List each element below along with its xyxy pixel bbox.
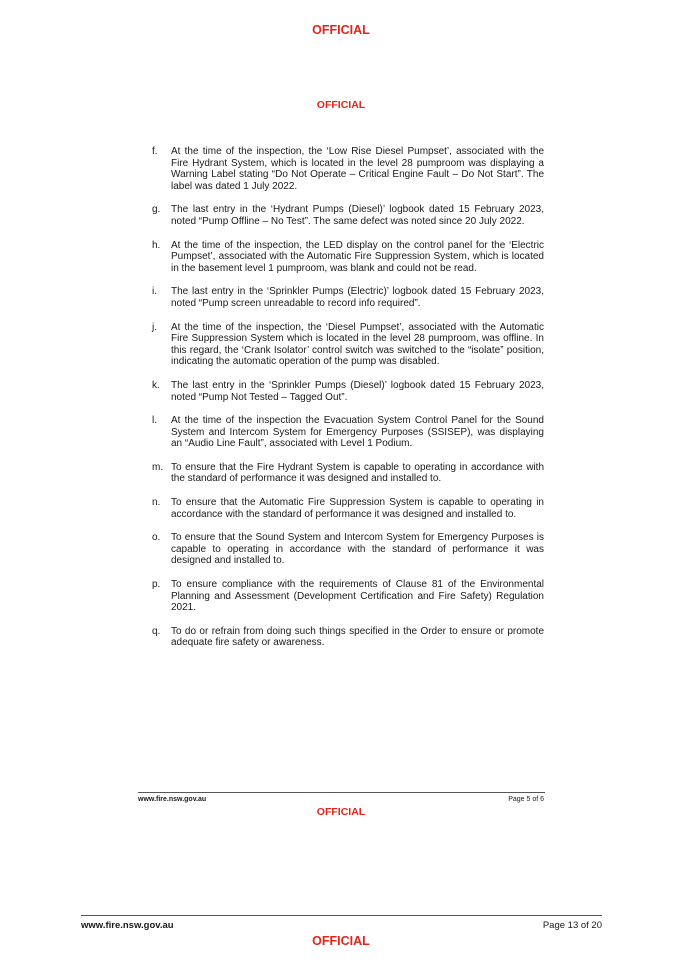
list-item [152,240,544,275]
list-item [152,286,544,309]
list-item-marker: h. [152,239,161,251]
outer-footer-classification: OFFICIAL [312,934,370,948]
list-item [152,579,544,614]
list-item [152,532,544,567]
list-item-text: At the time of the inspection the Evacuation System Control Panel for the Sound System and Intercom System for Emergency Purposes (SSISEP), was displaying an “Audio Line Fault”, associated with Level 1 Podium. [171,415,544,450]
list-item-marker: q. [152,625,161,637]
list-item-marker: g. [152,204,161,216]
list-item-marker: m. [152,461,164,473]
list-item-text: To ensure compliance with the requirements of Clause 81 of the Environmental Planning and Assessment (Development Certification and Fire Safety) Regulation 2021. [171,579,544,614]
list-item-marker: o. [152,532,161,544]
list-item-marker: p. [152,579,161,591]
list-item-text: At the time of the inspection, the LED display on the control panel for the ‘Electric Pumpset’, associated with the Automatic Fire Suppression System, which is located in the basement level 1 pumproom, was blank and could not be read. [171,239,544,274]
list-item-text: The last entry in the ‘Sprinkler Pumps (Diesel)’ logbook dated 15 February 2023, noted “Pump Not Tested – Tagged Out”. [171,379,544,403]
outer-footer-divider [81,915,602,916]
inner-footer-classification: OFFICIAL [316,806,366,818]
list-item-marker: k. [152,379,160,391]
list-item [152,497,544,520]
list-item-text: To do or refrain from doing such things specified in the Order to ensure or promote adequate fire safety or awareness. [171,625,544,649]
list-item-text: To ensure that the Fire Hydrant System is capable to operating in accordance with the standard of performance it was designed and installed to. [171,461,544,485]
list-item [152,380,544,403]
list-item-text: At the time of the inspection, the ‘Diesel Pumpset’, associated with the Automatic Fire Suppression System which is located in the level 28 pumproom, was offline. In this regard, the ‘Crank Isolator’ control switch was switched to the “isolate” position, indicating the automatic operation of the pump was disabled. [171,321,544,368]
list-item [152,462,544,485]
inner-footer-divider [138,792,545,793]
outer-header-classification: OFFICIAL [312,23,370,37]
inner-footer-website: www.fire.nsw.gov.au [138,796,207,803]
list-item [152,204,544,227]
list-item-text: To ensure that the Sound System and Intercom System for Emergency Purposes is capable to operating in accordance with the standard of performance it was designed and installed to. [171,532,544,567]
list-item [152,146,544,192]
list-item-text: The last entry in the ‘Hydrant Pumps (Diesel)’ logbook dated 15 February 2023, noted “Pump Offline – No Test”. The same defect was noted since 20 July 2022. [171,204,544,227]
list-item-text: To ensure that the Automatic Fire Suppression System is capable to operating in accordance with the standard of performance it was designed and installed to. [171,497,544,520]
list-item-text: At the time of the inspection, the ‘Low Rise Diesel Pumpset’, associated with the Fire Hydrant System, which is located in the level 28 pumproom was displaying a Warning Label stating “Do Not Operate – Critical Engine Fault – Do Not Start”. The label was dated 1 July 2022. [171,146,544,192]
list-item-marker: n. [152,497,161,509]
list-item-text: The last entry in the ‘Sprinkler Pumps (Electric)’ logbook dated 15 February 2023, noted “Pump screen unreadable to record info required”. [171,286,544,309]
list-item [152,415,544,450]
outer-footer-page-number: Page 13 of 20 [542,920,602,931]
list-item [152,626,544,649]
inner-header-classification: OFFICIAL [316,99,366,111]
findings-list [152,146,544,661]
list-item-marker: j. [152,321,157,333]
list-item-marker: f. [152,146,158,157]
list-item [152,322,544,368]
inner-footer-page-number: Page 5 of 6 [508,796,544,803]
list-item-marker: l. [152,415,157,427]
outer-footer-website: www.fire.nsw.gov.au [81,920,174,931]
list-item-marker: i. [152,286,157,298]
